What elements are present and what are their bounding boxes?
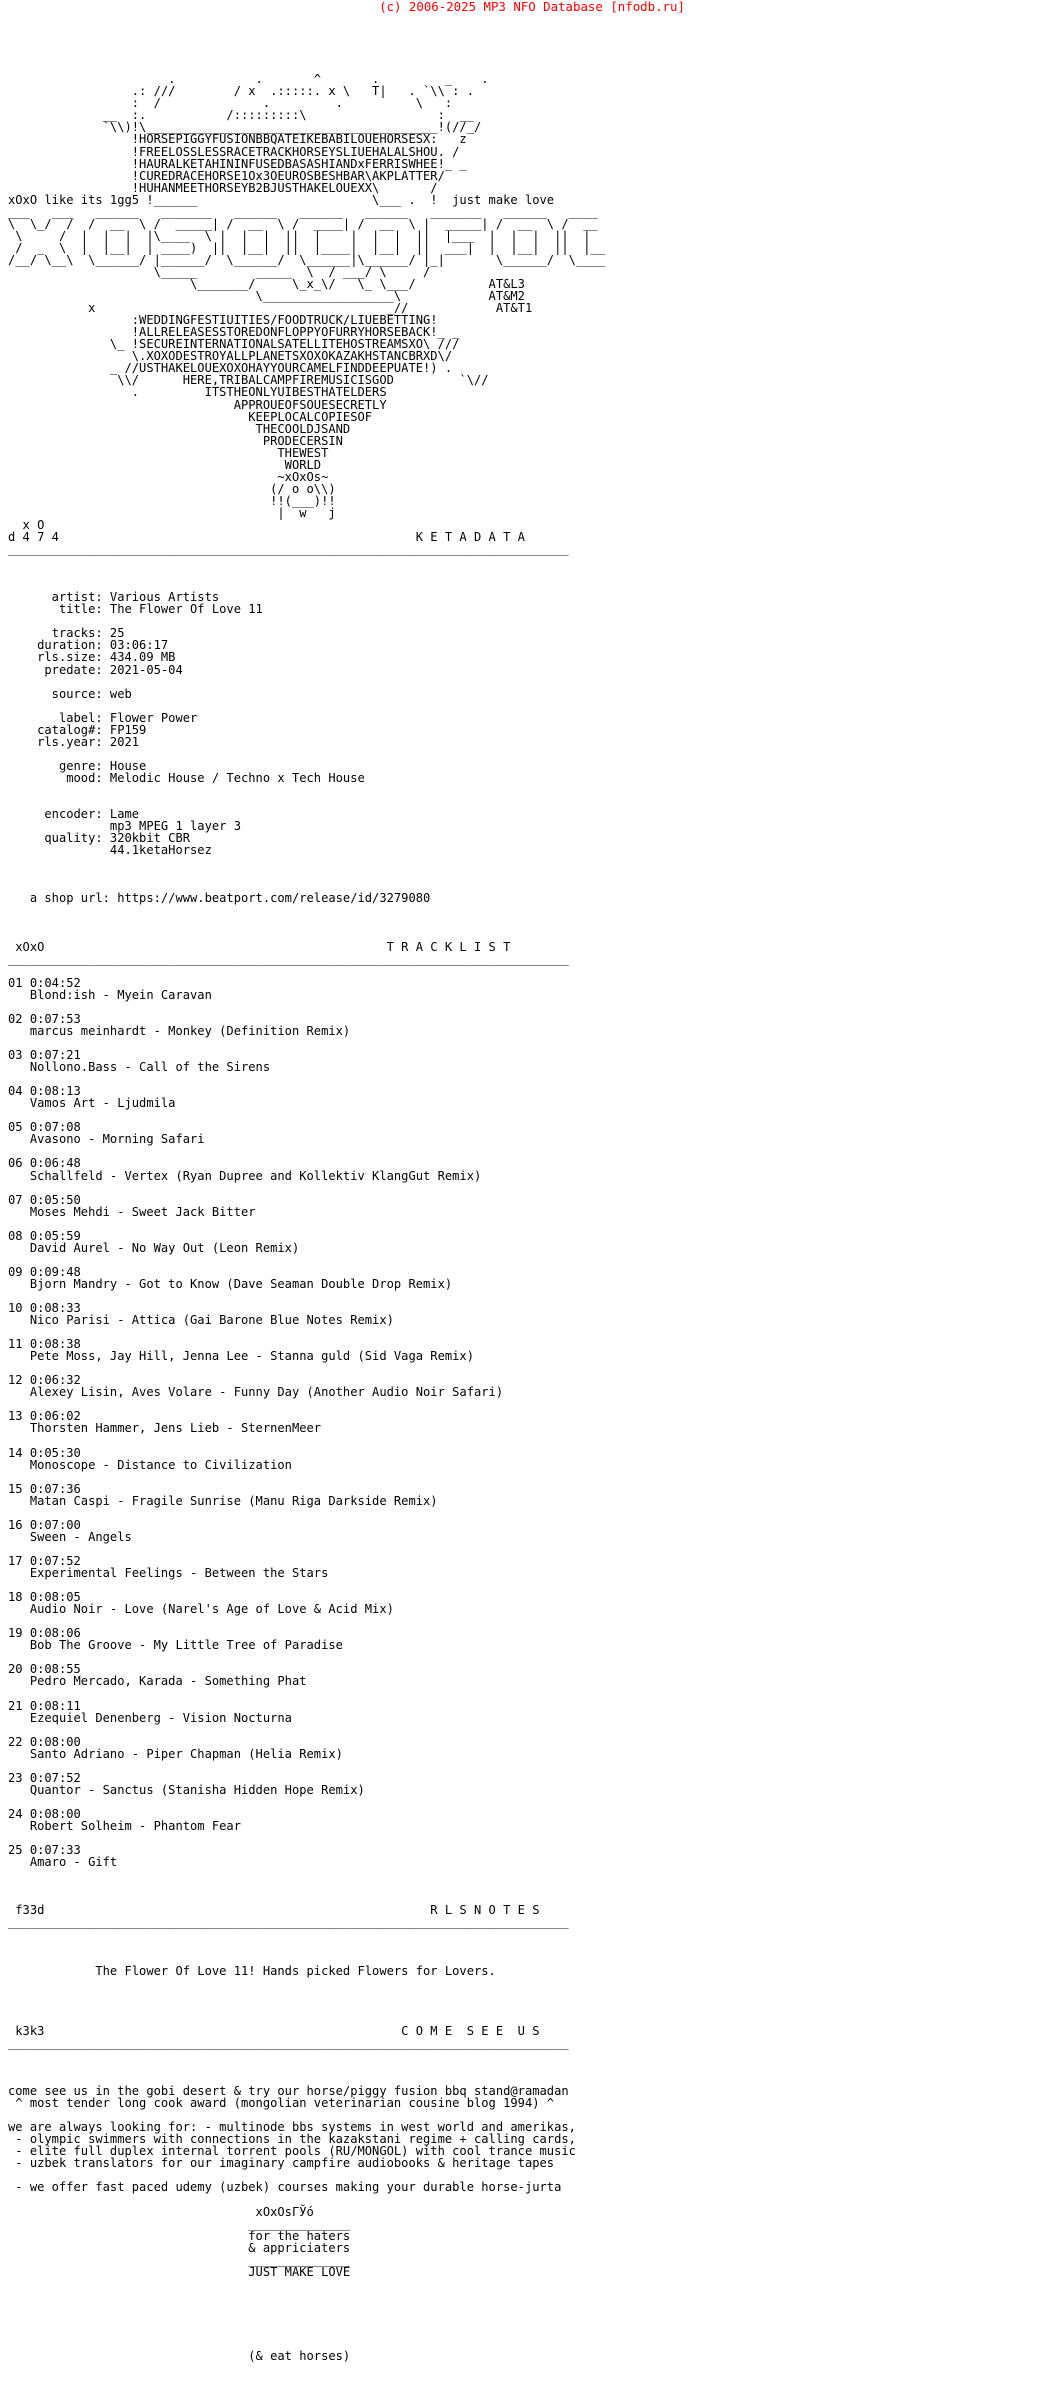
nfo-text: . . ^ . _ . .: /// / x .:::::. x \ T| . `\\ : . : / . . \ : __ :. /:::::::::\ : __ `\\)!\________________________________________!(//_/ !HORSEPIGGYFUSIONBBQATEIKEBABILOUEHORSESX: z !FREELOSSLESSRACETRACKHORSEYSLIUEHALALSHOU. / !HAURALKETAHININFUSEDBASASHIANDxFERRISWHEE!_ _ !CUREDRACEHORSE1Ox3OEUROSBESHBAR\AKPLATTER/ !HUHANMEETHORSEYB2BJUSTHAKELOUEXX\ / xOxO like its 1gg5 !______ \___ . ! just make love ___ ___ ______ _______ ______ ______ ______ _______ ______ ____ \ \_/ / / __ \ / _____| / __ \ / ____| / __ \ | _____| / __ \ / __ \ / | | | |\____ \ | | | || | | | | || |___ | | | || | / _ \ | |__| | ____) || |__| || |____| |__| || ___| | |__| || |__ /__/ \__\ \______/ |______/ \______/ \______|\______/ |_| \______/ \____ \_____ _____ \ / ___/ \ / \_______/ \_x_\/ \_ \___/ AT&L3 \__________________\ AT&M2 x _// AT&T1 :WEDDINGFESTIUITIES/FOODTRUCK/LIUEBETTING! !ALLRELEASESSTOREDONFLOPPYOFURRYHORSEBACK!_ _ \_ !SECUREINTERNATIONALSATELLITEHOSTREAMSXO\ /// \.XOXODESTROYALLPLANETSXOXOKAZAKHSTANCBRXD\/ _ //USTHAKELOUEXOXOHAYYOURCAMELFINDDEEPUATE!) . \\/ HERE,TRIBALCAMPFIREMUSICISGOD `\// . ITSTHEONLYUIBESTHATELDERS APPROUEOFSOUESECRETLY KEEPLOCALCOPIESOF THECOOLDJSAND PRODECERSIN THEWEST WORLD ~xOxOs~ (/ o o\\) !!(___)!! | w j x O d 4 7 4 K E T A D A T A _____________________________________________________________________________ artist: Various Artists title: The Flower Of Love 11 tracks: 25 duration: 03:06:17 rls.size: 434.09 MB predate: 2021-05-04 source: web label: Flower Power catalog#: FP159 rls.year: 2021 genre: House mood: Melodic House / Techno x Tech House encoder: Lame mp3 MPEG 1 layer 3 quality: 320kbit CBR 44.1ketaHorsez a shop url: https://www.beatport.com/release/id/3279080 xOxO T R A C K L I S T _____________________________________________________________________________ 01 0:04:52 Blond:ish - Myein Caravan 02 0:07:53 marcus meinhardt - Monkey (Definition Remix) 03 0:07:21 Nollono.Bass - Call of the Sirens 04 0:08:13 Vamos Art - Ljudmila 05 0:07:08 Avasono - Morning Safari 06 0:06:48 Schallfeld - Vertex (Ryan Dupree and Kollektiv KlangGut Remix) 07 0:05:50 Moses Mehdi - Sweet Jack Bitter 08 0:05:59 David Aurel - No Way Out (Leon Remix) 09 0:09:48 Bjorn Mandry - Got to Know (Dave Seaman Double Drop Remix) 10 0:08:33 Nico Parisi - Attica (Gai Barone Blue Notes Remix) 11 0:08:38 Pete Moss, Jay Hill, Jenna Lee - Stanna guld (Sid Vaga Remix) 12 0:06:32 Alexey Lisin, Aves Volare - Funny Day (Another Audio Noir Safari) 13 0:06:02 Thorsten Hammer, Jens Lieb - SternenMeer 14 0:05:30 Monoscope - Distance to Civilization 15 0:07:36 Matan Caspi - Fragile Sunrise (Manu Riga Darkside Remix) 16 0:07:00 Sween - Angels 17 0:07:52 Experimental Feelings - Between the Stars 18 0:08:05 Audio Noir - Love (Narel's Age of Love & Acid Mix) 19 0:08:06 Bob The Groove - My Little Tree of Paradise 20 0:08:55 Pedro Mercado, Karada - Something Phat 21 0:08:11 Ezequiel Denenberg - Vision Nocturna 22 0:08:00 Santo Adriano - Piper Chapman (Helia Remix) 23 0:07:52 Quantor - Sanctus (Stanisha Hidden Hope Remix) 24 0:08:00 Robert Solheim - Phantom Fear 25 0:07:33 Amaro - Gift f33d R L S N O T E S _____________________________________________________________________________ The Flower Of Love 11! Hands picked Flowers for Lovers. k3k3 C O M E S E E U S _____________________________________________________________________________ come see us in the gobi desert & try our horse/piggy fusion bbq stand@ramadan ^ most tender long cook award (mongolian veterinarian cousine blog 1994) ^ we are always looking for: - multinode bbs systems in west world and amerikas, - olympic swimmers with connections in the kazakstani regime + calling cards, - elite full duplex internal torrent pools (RU/MONGOL) with cool trance music - uzbek translators for our imaginary campfire audiobooks & heritage tapes - we offer fast paced udemy (uzbek) courses making your durable horse-jurta xOxOsГЎó ______________ for the haters & appriciaters ______________ JUST MAKE LOVE (& eat horses) xyxy=(8,72,606,2364)
site-copyright-header: (c) 2006-2025 MP3 NFO Database [nfodb.ru] xyxy=(379,0,685,14)
